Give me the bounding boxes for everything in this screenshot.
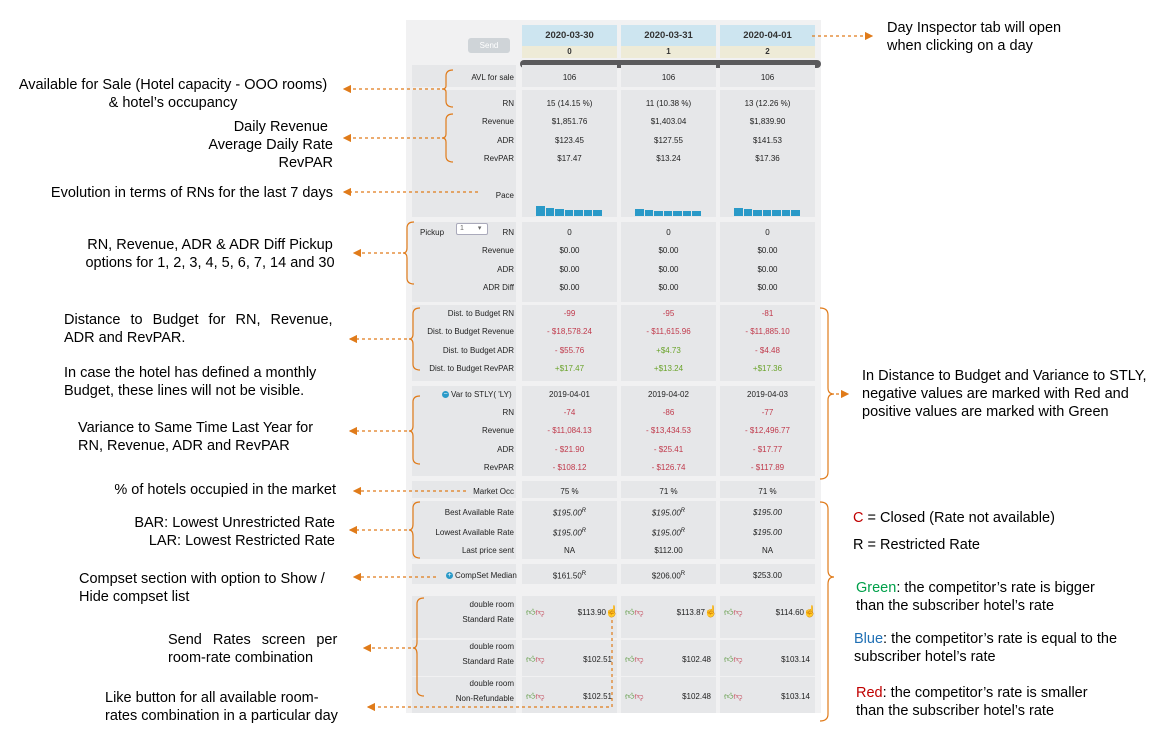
cell-v-adr-0[interactable]: - $21.90 <box>554 445 585 454</box>
cell-revenue-1[interactable]: $1,403.04 <box>650 117 687 126</box>
rate-flag: R <box>581 508 587 514</box>
pace-bar-2-1 <box>744 209 753 216</box>
stly-label-text: Var to STLY( 'LY) <box>451 390 512 399</box>
legend-green: Green: the competitor’s rate is bigger than the subscriber hotel’s rate <box>856 580 1095 614</box>
room-rate-0-0[interactable]: $113.90 <box>577 608 606 617</box>
day-index-0: 0 <box>522 46 617 58</box>
pace-bar-0-4 <box>574 210 583 216</box>
cell-adr-1[interactable]: $127.55 <box>654 136 683 145</box>
send-rate-hand-icon-2[interactable]: ☝ <box>803 606 817 618</box>
room-name-2: double room <box>469 679 514 688</box>
room-name-1: double room <box>469 642 514 651</box>
pace-bar-2-2 <box>753 210 762 216</box>
cell-last-2[interactable]: NA <box>761 546 774 555</box>
pace-bar-1-3 <box>664 211 673 216</box>
ly-date-1: 2019-04-02 <box>648 390 689 399</box>
row-label-pickup-revenue: Revenue <box>481 246 514 255</box>
row-label-revpar: RevPAR <box>483 154 514 163</box>
row-label-pace: Pace <box>495 191 514 200</box>
cell-comp-0[interactable] <box>522 571 617 581</box>
cell-p-adr-1[interactable]: $0.00 <box>658 265 679 274</box>
room-rate-1-0[interactable]: $102.51 <box>583 655 612 664</box>
cell-mocc-1[interactable]: 71 % <box>659 487 678 496</box>
row-label-dist-revenue: Dist. to Budget Revenue <box>427 327 514 336</box>
like-buttons-1-2[interactable] <box>724 654 743 665</box>
date-header-1[interactable]: 2020-03-31 <box>621 25 716 46</box>
thumbs-down-icon[interactable]: 👎︎ <box>535 654 545 664</box>
pace-bar-0-5 <box>584 210 593 216</box>
annotation-like-button: Like button for all available room- rates combination in a particular day <box>105 690 338 724</box>
rate-flag: R <box>581 571 587 577</box>
cell-bar-0[interactable] <box>522 508 617 518</box>
annotation-send-rates: Send Rates screen per room-rate combination <box>168 632 338 666</box>
pace-bar-1-5 <box>683 211 692 216</box>
pickup-select[interactable] <box>456 223 488 235</box>
ly-date-2: 2019-04-03 <box>747 390 788 399</box>
pickup-select-value: 1 <box>460 225 464 232</box>
pickup-label: Pickup <box>420 228 445 237</box>
cell-p-adr-2[interactable]: $0.00 <box>757 265 778 274</box>
send-button[interactable]: Send <box>468 38 510 53</box>
cell-revpar-0[interactable]: $17.47 <box>557 154 582 163</box>
pace-bar-1-4 <box>673 211 682 216</box>
cell-v-rn-2[interactable]: -77 <box>761 408 774 417</box>
cell-d-rn-2[interactable]: -81 <box>761 309 774 318</box>
pace-bar-2-3 <box>763 210 772 216</box>
row-label-dist-rn: Dist. to Budget RN <box>447 309 514 318</box>
ly-date-0: 2019-04-01 <box>549 390 590 399</box>
thumbs-up-icon[interactable]: 👍︎ <box>625 654 635 664</box>
cell-v-revenue-2[interactable]: - $12,496.77 <box>745 426 790 435</box>
chevron-down-icon: ▾ <box>475 225 482 232</box>
row-label-dist-revpar: Dist. to Budget RevPAR <box>429 364 514 373</box>
legend-closed: C = Closed (Rate not available) <box>853 510 1055 526</box>
cell-d-revpar-0[interactable]: +$17.47 <box>554 364 585 373</box>
pace-bar-1-0 <box>635 209 644 216</box>
pace-bar-1-2 <box>654 211 663 216</box>
like-buttons-1-1[interactable] <box>625 654 644 665</box>
row-label-pickup-rn: RN <box>502 228 514 237</box>
row-label-var-adr: ADR <box>497 445 514 454</box>
cell-p-rn-0[interactable]: 0 <box>567 228 572 237</box>
thumbs-down-icon[interactable]: 👎︎ <box>535 607 545 617</box>
rate-name-2: Non-Refundable <box>455 694 514 703</box>
cell-v-revpar-0[interactable]: - $108.12 <box>552 463 587 472</box>
cell-comp-1[interactable] <box>621 571 716 581</box>
cell-d-adr-1[interactable]: +$4.73 <box>656 346 681 355</box>
cell-d-adr-2[interactable]: - $4.48 <box>755 346 780 355</box>
cell-d-rn-1[interactable]: -95 <box>662 309 675 318</box>
cell-v-revenue-1[interactable]: - $13,434.53 <box>646 426 691 435</box>
annotation-colors-note: In Distance to Budget and Variance to STLY, negative values are marked with Red and positive values are marked with Green <box>862 368 1147 420</box>
cell-v-adr-2[interactable]: - $17.77 <box>752 445 783 454</box>
cell-adr-2[interactable]: $141.53 <box>753 136 782 145</box>
annotation-budget: Distance to Budget for RN, Revenue, ADR and RevPAR. <box>64 312 333 346</box>
pace-bar-2-0 <box>734 208 743 216</box>
cell-revenue-2[interactable]: $1,839.90 <box>749 117 786 126</box>
cell-last-0[interactable]: NA <box>563 546 576 555</box>
thumbs-up-icon[interactable]: 👍︎ <box>526 607 536 617</box>
legend-restricted: R = Restricted Rate <box>853 537 980 553</box>
cell-d-revpar-1[interactable]: +$13.24 <box>653 364 684 373</box>
cell-d-revpar-2[interactable]: +$17.36 <box>752 364 783 373</box>
room-rate-1-2[interactable]: $103.14 <box>781 655 810 664</box>
room-rate-2-0[interactable]: $102.51 <box>583 692 612 701</box>
room-name-0: double room <box>469 600 514 609</box>
annotation-day-inspector: Day Inspector tab will open when clicking on a day <box>887 20 1062 54</box>
cell-value: $206.00 <box>651 571 681 581</box>
annotation-budget-note: In case the hotel has defined a monthly Budget, these lines will not be visible. <box>64 365 317 399</box>
annotation-bar-lar: BAR: Lowest Unrestricted Rate LAR: Lowest Restricted Rate <box>134 515 335 549</box>
send-rate-hand-icon-1[interactable]: ☝ <box>704 606 718 618</box>
cell-lar-1[interactable] <box>621 528 716 538</box>
row-label-var-stly <box>442 390 512 399</box>
cell-v-revpar-2[interactable]: - $117.89 <box>750 463 785 472</box>
row-label-bar: Best Available Rate <box>444 508 514 517</box>
cell-d-revenue-1[interactable]: - $11,615.96 <box>646 327 691 336</box>
cell-value: $195.00 <box>552 508 582 518</box>
cell-adr-0[interactable]: $123.45 <box>555 136 584 145</box>
cell-avl-1[interactable]: 106 <box>661 73 676 82</box>
cell-v-rn-1[interactable]: -86 <box>662 408 675 417</box>
cell-value: $195.00 <box>651 508 681 518</box>
pace-bar-2-4 <box>772 210 781 216</box>
cell-d-revenue-0[interactable]: - $18,578.24 <box>547 327 592 336</box>
thumbs-down-icon[interactable]: 👎︎ <box>733 607 743 617</box>
cell-mocc-0[interactable]: 75 % <box>560 487 579 496</box>
pace-bar-0-2 <box>555 209 564 216</box>
cell-p-revenue-0[interactable]: $0.00 <box>559 246 580 255</box>
row-label-dist-adr: Dist. to Budget ADR <box>442 346 514 355</box>
annotation-revenue: Daily Revenue Average Daily Rate RevPAR <box>208 119 333 171</box>
rate-flag: R <box>680 571 686 577</box>
cell-lar-0[interactable] <box>522 528 617 538</box>
cell-v-revenue-0[interactable]: - $11,084.13 <box>547 426 592 435</box>
row-label-market-occ: Market Occ <box>473 487 514 496</box>
cell-d-revenue-2[interactable]: - $11,885.10 <box>745 327 790 336</box>
thumbs-up-icon[interactable]: 👍︎ <box>724 607 734 617</box>
like-buttons-0-0[interactable] <box>526 607 545 618</box>
thumbs-down-icon[interactable]: 👎︎ <box>733 691 743 701</box>
day-index-1: 1 <box>621 46 716 58</box>
cell-mocc-2[interactable]: 71 % <box>758 487 777 496</box>
thumbs-down-icon[interactable]: 👎︎ <box>535 691 545 701</box>
thumbs-up-icon[interactable]: 👍︎ <box>625 607 635 617</box>
thumbs-down-icon[interactable]: 👎︎ <box>634 607 644 617</box>
row-label-pickup-adr: ADR <box>497 265 514 274</box>
row-label-compset <box>446 571 517 580</box>
rate-flag: R <box>680 528 686 534</box>
pace-bar-0-0 <box>536 206 545 216</box>
cell-p-adr-0[interactable]: $0.00 <box>559 265 580 274</box>
cell-value: $195.00 <box>552 528 582 538</box>
thumbs-up-icon[interactable]: 👍︎ <box>724 654 734 664</box>
annotation-avl: Available for Sale (Hotel capacity - OOO rooms) & hotel’s occupancy <box>18 77 328 111</box>
rate-name-0: Standard Rate <box>462 615 514 624</box>
room-rate-2-1[interactable]: $102.48 <box>682 692 711 701</box>
cell-p-adr-diff-2[interactable]: $0.00 <box>757 283 778 292</box>
cell-bar-2[interactable]: $195.00 <box>753 508 782 517</box>
annotation-pickup: RN, Revenue, ADR & ADR Diff Pickup options for 1, 2, 3, 4, 5, 6, 7, 14 and 30 <box>85 237 335 271</box>
like-buttons-2-1[interactable] <box>625 691 644 702</box>
cell-revpar-2[interactable]: $17.36 <box>755 154 780 163</box>
row-label-avl: AVL for sale <box>471 73 514 82</box>
row-label-revenue: Revenue <box>481 117 514 126</box>
cell-v-rn-0[interactable]: -74 <box>563 408 576 417</box>
thumbs-up-icon[interactable]: 👍︎ <box>526 654 536 664</box>
room-rate-0-1[interactable]: $113.87 <box>676 608 705 617</box>
like-buttons-1-0[interactable] <box>526 654 545 665</box>
room-rate-1-1[interactable]: $102.48 <box>682 655 711 664</box>
send-rate-hand-icon-0[interactable]: ☝ <box>605 606 619 618</box>
date-header-0[interactable]: 2020-03-30 <box>522 25 617 46</box>
room-rate-2-2[interactable]: $103.14 <box>781 692 810 701</box>
cell-lar-2[interactable]: $195.00 <box>753 528 782 537</box>
thumbs-down-icon[interactable]: 👎︎ <box>634 654 644 664</box>
annotation-compset: Compset section with option to Show / Hide compset list <box>79 571 325 605</box>
cell-comp-2[interactable]: $253.00 <box>753 571 782 580</box>
cell-last-1[interactable]: $112.00 <box>654 546 683 555</box>
cell-rn-0[interactable]: 15 (14.15 %) <box>546 99 593 108</box>
cell-bar-1[interactable] <box>621 508 716 518</box>
thumbs-down-icon[interactable]: 👎︎ <box>634 691 644 701</box>
day-index-2: 2 <box>720 46 815 58</box>
pace-bar-1-1 <box>645 210 654 216</box>
revenue-grid-panel <box>406 20 821 713</box>
stly-toggle-icon[interactable]: − <box>443 391 448 399</box>
like-buttons-0-2[interactable] <box>724 607 743 618</box>
cell-value: $195.00 <box>651 528 681 538</box>
cell-p-adr-diff-0[interactable]: $0.00 <box>559 283 580 292</box>
compset-label-text: CompSet Median <box>455 571 517 580</box>
cell-value: $161.50 <box>552 571 582 581</box>
cell-revenue-0[interactable]: $1,851.76 <box>551 117 588 126</box>
annotation-pace: Evolution in terms of RNs for the last 7 days <box>50 185 333 201</box>
rate-flag: R <box>581 528 587 534</box>
thumbs-up-icon[interactable]: 👍︎ <box>625 691 635 701</box>
cell-d-adr-0[interactable]: - $55.76 <box>554 346 585 355</box>
cell-avl-0[interactable]: 106 <box>562 73 577 82</box>
pace-bar-1-6 <box>692 211 701 216</box>
room-rate-0-2[interactable]: $114.60 <box>775 608 804 617</box>
cell-p-rn-2[interactable]: 0 <box>765 228 770 237</box>
thumbs-up-icon[interactable]: 👍︎ <box>526 691 536 701</box>
date-header-2[interactable]: 2020-04-01 <box>720 25 815 46</box>
cell-p-revenue-2[interactable]: $0.00 <box>757 246 778 255</box>
row-label-var-revpar: RevPAR <box>483 463 514 472</box>
annotation-market-occ: % of hotels occupied in the market <box>114 482 336 498</box>
row-label-var-revenue: Revenue <box>481 426 514 435</box>
cell-p-revenue-1[interactable]: $0.00 <box>658 246 679 255</box>
row-label-var-rn: RN <box>502 408 514 417</box>
cell-revpar-1[interactable]: $13.24 <box>656 154 681 163</box>
pace-bar-2-5 <box>782 210 791 216</box>
cell-p-adr-diff-1[interactable]: $0.00 <box>658 283 679 292</box>
row-label-rn: RN <box>502 99 514 108</box>
cell-p-rn-1[interactable]: 0 <box>666 228 671 237</box>
cell-v-revpar-1[interactable]: - $126.74 <box>651 463 686 472</box>
row-label-last-price: Last price sent <box>461 546 514 555</box>
like-buttons-2-2[interactable] <box>724 691 743 702</box>
row-label-pickup-adr-diff: ADR Diff <box>483 283 514 292</box>
legend-blue: Blue: the competitor’s rate is equal to the subscriber hotel’s rate <box>854 631 1118 665</box>
pace-bar-2-6 <box>791 210 800 216</box>
rate-name-1: Standard Rate <box>462 657 514 666</box>
row-label-lar: Lowest Available Rate <box>435 528 514 537</box>
compset-toggle-icon[interactable]: + <box>447 572 452 580</box>
cell-d-rn-0[interactable]: -99 <box>563 309 576 318</box>
cell-v-adr-1[interactable]: - $25.41 <box>653 445 684 454</box>
rate-flag: R <box>680 508 686 514</box>
pace-bar-0-3 <box>565 210 574 216</box>
pace-bar-0-1 <box>546 208 555 216</box>
like-buttons-0-1[interactable] <box>625 607 644 618</box>
cell-rn-2[interactable]: 13 (12.26 %) <box>744 99 791 108</box>
annotation-stly: Variance to Same Time Last Year for RN, Revenue, ADR and RevPAR <box>78 420 314 454</box>
cell-avl-2[interactable]: 106 <box>760 73 775 82</box>
cell-rn-1[interactable]: 11 (10.38 %) <box>645 99 692 108</box>
like-buttons-2-0[interactable] <box>526 691 545 702</box>
pace-bar-0-6 <box>593 210 602 216</box>
thumbs-up-icon[interactable]: 👍︎ <box>724 691 734 701</box>
row-label-adr: ADR <box>497 136 514 145</box>
legend-red: Red: the competitor’s rate is smaller than the subscriber hotel’s rate <box>856 685 1088 719</box>
thumbs-down-icon[interactable]: 👎︎ <box>733 654 743 664</box>
